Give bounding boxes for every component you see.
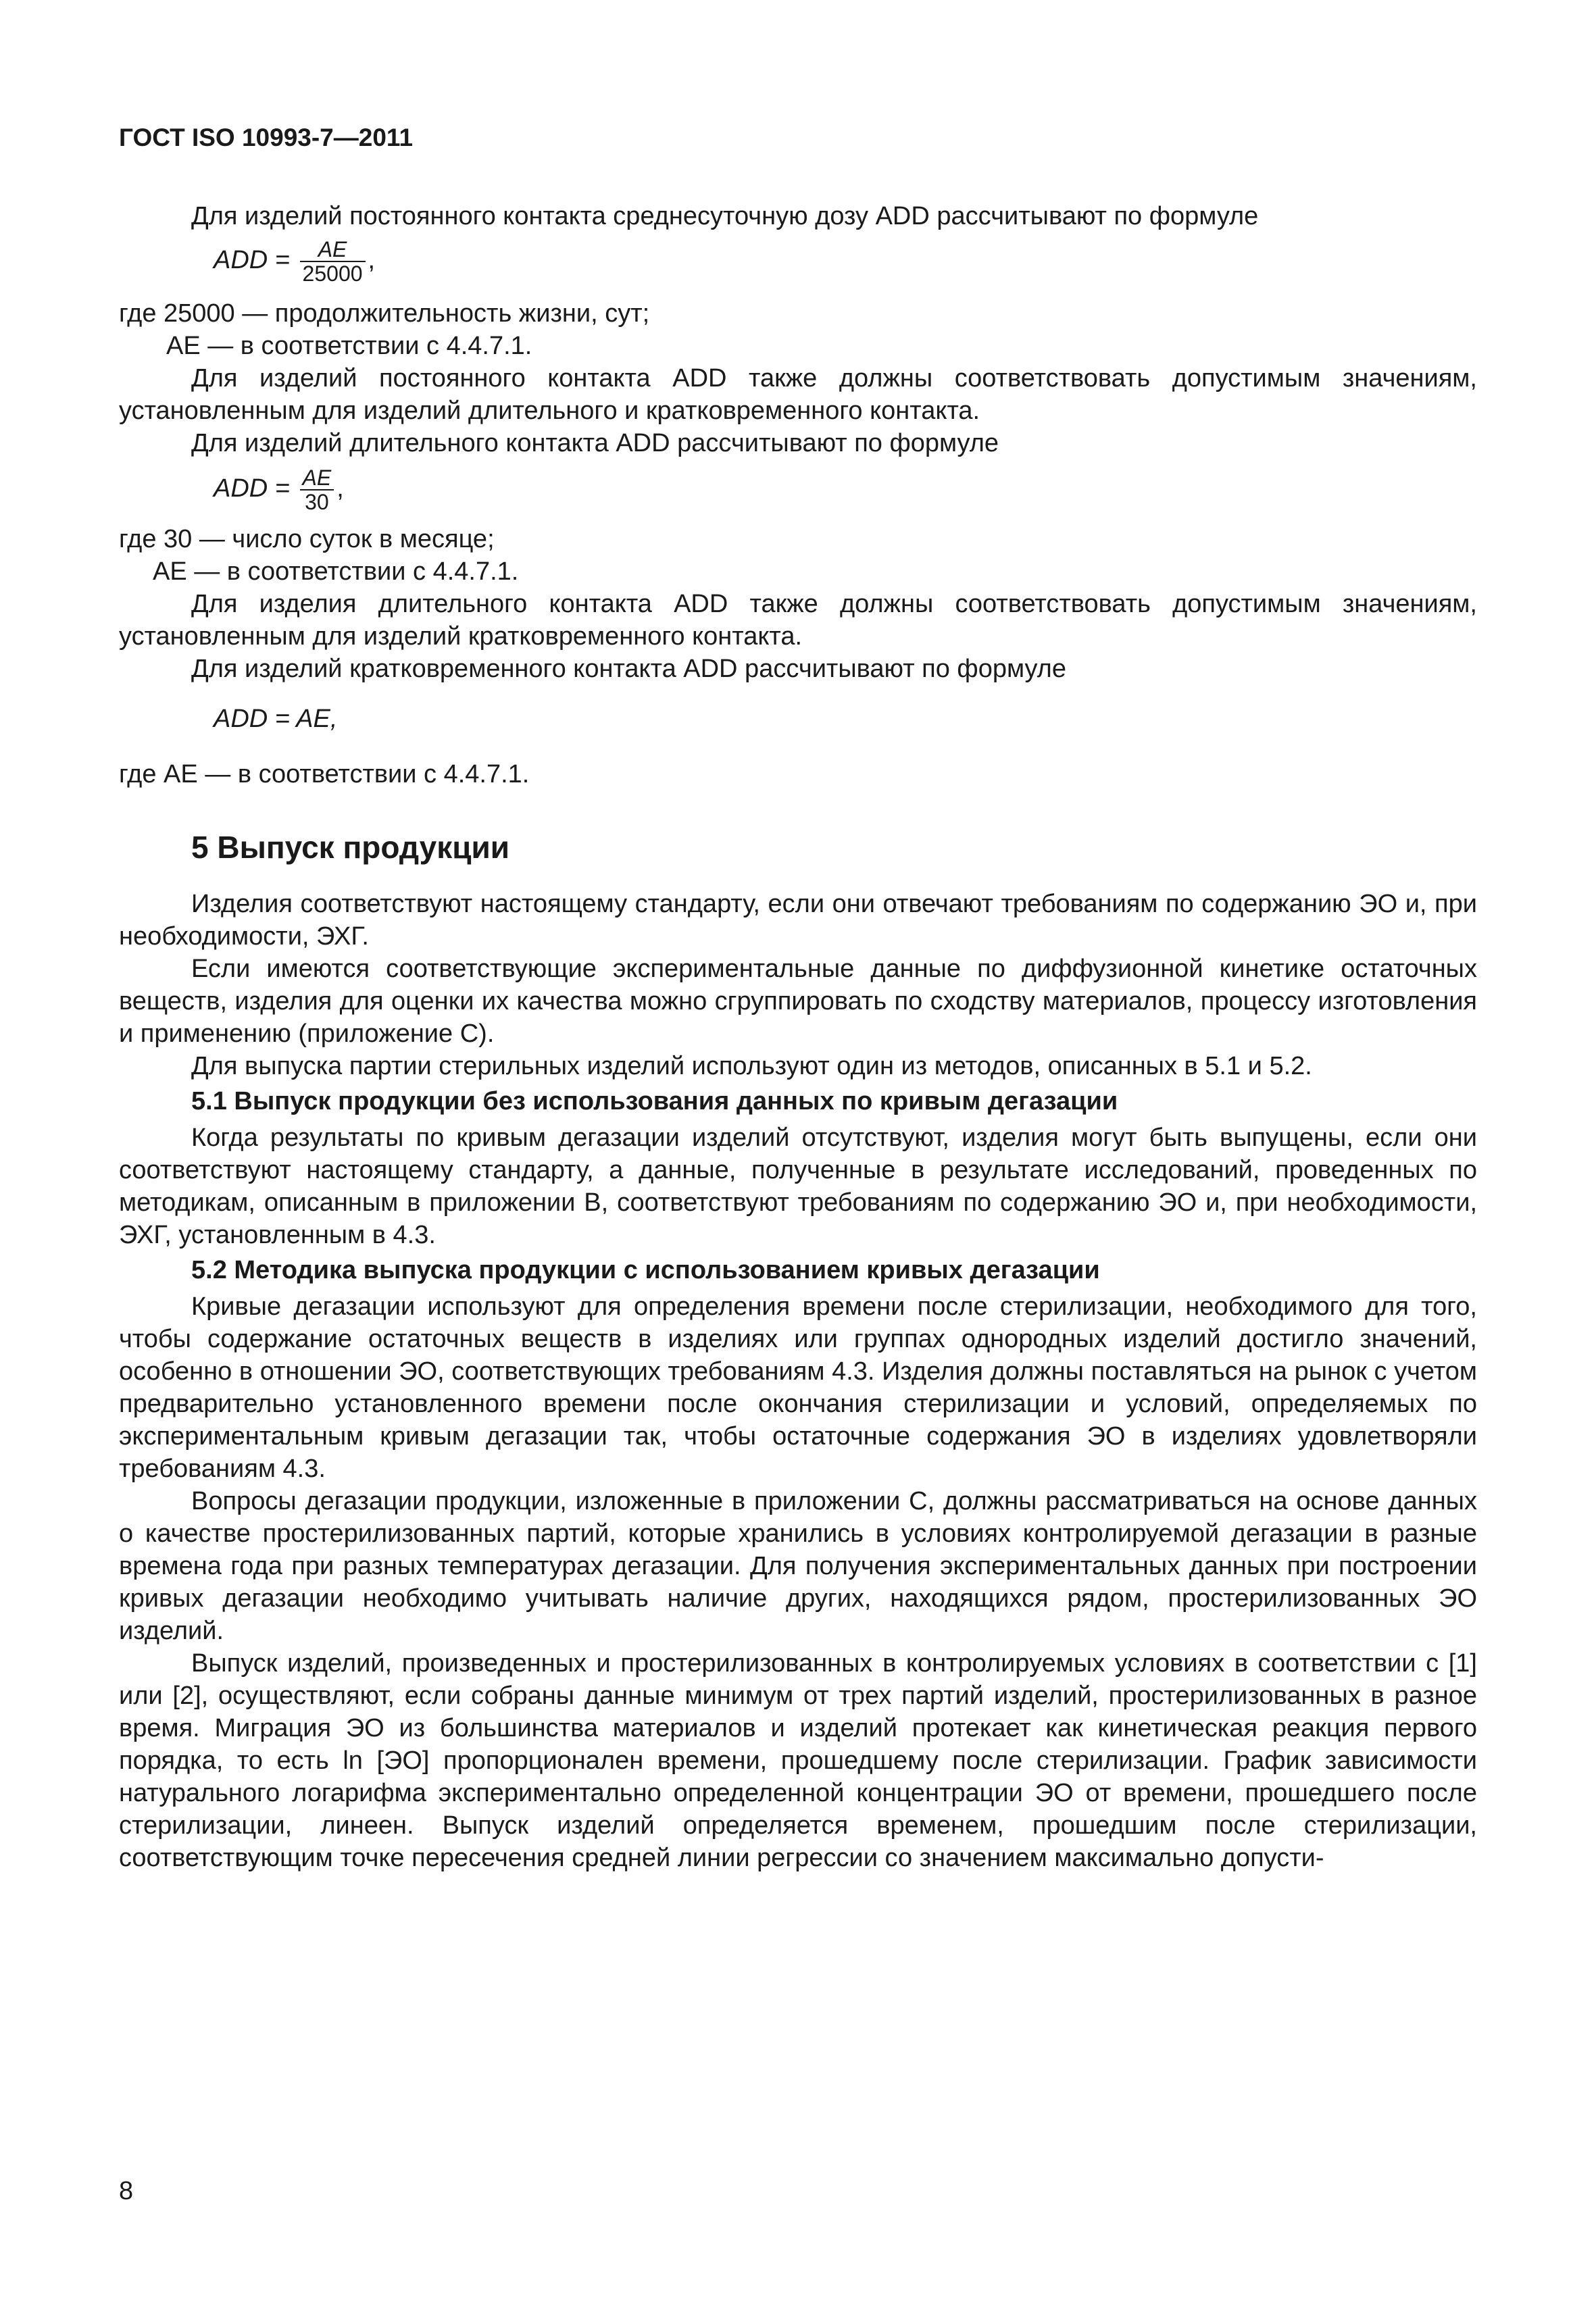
formula-fraction: [300, 238, 366, 285]
paragraph: Для выпуска партии стерильных изделий используют один из методов, описанных в 5.1 и 5.2.: [191, 1052, 1312, 1080]
paragraph: Для изделий постоянного контакта среднесуточную дозу ADD рассчитывают по формуле: [191, 202, 1259, 230]
paragraph: Когда результаты по кривым дегазации изделий отсутствуют, изделия могут быть выпущены, если они соответствуют настоящему стандарту, а данные, полученные в результате исследований, проведенных по методикам, описанным в приложении В, соответствуют требованиям по содержанию ЭО и, при необходимости, ЭХГ, установленным в 4.3.: [119, 1124, 1477, 1249]
formula: [119, 238, 1477, 285]
where-clause: где AE — в соответствии с 4.4.7.1.: [119, 760, 530, 788]
section-title: 5 Выпуск продукции: [191, 830, 510, 865]
formula: ADD = AE,: [214, 705, 338, 733]
paragraph: Выпуск изделий, произведенных и простерилизованных в контролируемых условиях в соответствии с [1] или [2], осуществляют, если собраны данные минимум от трех партий изделий, простерилизованных в разное время. Миграция ЭО из большинства материалов и изделий протекает как кинетическая реакция первого порядка, то есть ln [ЭО] пропорционален времени, прошедшему после стерилизации. График зависимости натурального логарифма экспериментально определенной концентрации ЭО от времени, прошедшего после стерилизации, линеен. Выпуск изделий определяется временем, прошедшим после стерилизации, соответствующим точке пересечения средней линии регрессии со значением максимально допусти-: [119, 1649, 1477, 1872]
formula-denominator: 25000: [302, 261, 363, 286]
paragraph: Для изделий кратковременного контакта ADD рассчитывают по формуле: [191, 655, 1066, 683]
document-body: [119, 200, 1477, 1874]
paragraph: Если имеются соответствующие экспериментальные данные по диффузионной кинетике остаточных веществ, изделия для оценки их качества можно сгруппировать по сходству материалов, процессу изготовления и применению (приложение С).: [119, 955, 1477, 1048]
page-number: 8: [119, 2177, 134, 2205]
formula-lhs: ADD =: [214, 246, 290, 275]
where-clause: где 30 — число суток в месяце;: [119, 525, 495, 553]
paragraph: Для изделий постоянного контакта ADD также должны соответствовать допустимым значениям, установленным для изделий длительного и кратковременного контакта.: [119, 364, 1477, 425]
paragraph: Для изделий длительного контакта ADD рассчитывают по формуле: [191, 429, 999, 457]
formula-numerator: AE: [300, 466, 334, 491]
paragraph: Изделия соответствуют настоящему стандарту, если они отвечают требованиям по содержанию ЭО и, при необходимости, ЭХГ.: [119, 890, 1477, 951]
paragraph: Вопросы дегазации продукции, изложенные в приложении С, должны рассматриваться на основе данных о качестве простерилизованных партий, которые хранились в условиях контролируемой дегазации в разные времена года при разных температурах дегазации. Для получения экспериментальных данных при построении кривых дегазации необходимо учитывать наличие других, находящихся рядом, простерилизованных ЭО изделий.: [119, 1487, 1477, 1645]
formula-denominator: 30: [305, 490, 329, 514]
formula-fraction: [300, 466, 334, 513]
subsection-title: 5.1 Выпуск продукции без использования данных по кривым дегазации: [191, 1087, 1118, 1115]
formula-numerator: AE: [300, 238, 366, 262]
subsection-title: 5.2 Методика выпуска продукции с использованием кривых дегазации: [191, 1256, 1100, 1284]
formula-tail: ,: [336, 474, 344, 503]
where-clause: AE — в соответствии с 4.4.7.1.: [166, 332, 532, 360]
formula-lhs: ADD =: [214, 474, 290, 503]
where-clause: AE — в соответствии с 4.4.7.1.: [153, 557, 519, 586]
paragraph: Кривые дегазации используют для определения времени после стерилизации, необходимого для того, чтобы содержание остаточных веществ в изделиях или группах однородных изделий достигло значений, особенно в отношении ЭО, соответствующих требованиям 4.3. Изделия должны поставляться на рынок с учетом предварительно установленного времени после окончания стерилизации и условий, определяемых по экспериментальным кривым дегазации так, чтобы остаточные содержания ЭО в изделиях удовлетворяли требованиям 4.3.: [119, 1292, 1477, 1483]
formula: [119, 466, 1477, 513]
where-clause: где 25000 — продолжительность жизни, сут;: [119, 299, 650, 328]
paragraph: Для изделия длительного контакта ADD также должны соответствовать допустимым значениям, установленным для изделий кратковременного контакта.: [119, 590, 1477, 651]
document-header: ГОСТ ISO 10993-7—2011: [119, 124, 414, 151]
formula-tail: ,: [368, 246, 376, 275]
